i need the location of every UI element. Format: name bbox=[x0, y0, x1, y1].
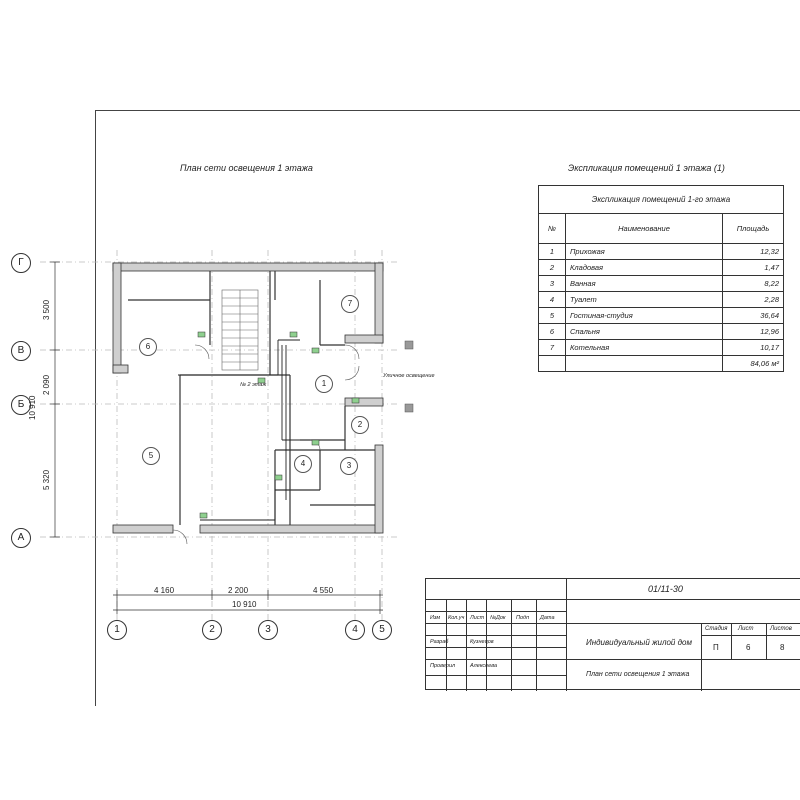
dim-h-2: 2 200 bbox=[228, 586, 249, 595]
explication-title: Экспликация помещений 1 этажа (1) bbox=[568, 163, 725, 173]
col-data: Дата bbox=[540, 615, 555, 621]
sheet-title: План сети освещения 1 этажа bbox=[586, 671, 690, 678]
table-row: 4 Туалет 2,28 bbox=[539, 292, 784, 308]
room-number-3: 3 bbox=[340, 457, 358, 475]
dim-h-1: 4 160 bbox=[154, 586, 175, 595]
room-number-2: 2 bbox=[351, 416, 369, 434]
table-row: 5 Гостиная-студия 36,64 bbox=[539, 308, 784, 324]
name-developer: Кузнецов bbox=[470, 639, 494, 645]
role-checker: Проверил bbox=[430, 663, 456, 669]
axis-1: 1 bbox=[107, 620, 127, 640]
dim-v-total: 10 910 bbox=[28, 395, 37, 420]
room-number-1: 1 bbox=[315, 375, 333, 393]
stage-value: П bbox=[713, 643, 719, 652]
project-name: Индивидуальный жилой дом bbox=[586, 638, 692, 647]
axis-2: 2 bbox=[202, 620, 222, 640]
table-row: 3 Ванная 8,22 bbox=[539, 276, 784, 292]
table-row: 6 Спальня 12,96 bbox=[539, 324, 784, 340]
table-row: 7 Котельная 10,17 bbox=[539, 340, 784, 356]
col-name: Наименование bbox=[566, 214, 723, 244]
dim-v-3: 5 320 bbox=[42, 469, 51, 490]
plan-title: План сети освещения 1 этажа bbox=[180, 163, 313, 173]
name-checker: Алексеева bbox=[470, 663, 498, 669]
room-number-6: 6 bbox=[139, 338, 157, 356]
axis-g: Г bbox=[11, 253, 31, 273]
doc-code: 01/11-30 bbox=[648, 584, 683, 594]
panel-note: № 2 этаж bbox=[240, 382, 267, 388]
role-developer: Разраб bbox=[430, 639, 449, 645]
axis-4: 4 bbox=[345, 620, 365, 640]
header-sheets: Листов bbox=[770, 626, 792, 632]
col-ndok: №Док bbox=[490, 615, 506, 621]
street-light-note: Уличное освещение bbox=[383, 373, 435, 379]
table-row: 2 Кладовая 1,47 bbox=[539, 260, 784, 276]
col-list: Лист bbox=[470, 615, 485, 621]
header-stage: Стадия bbox=[705, 626, 728, 632]
col-podp: Подп bbox=[516, 615, 530, 621]
sheet-value: 6 bbox=[746, 643, 751, 652]
room-number-4: 4 bbox=[294, 455, 312, 473]
dim-v-2: 2 090 bbox=[42, 374, 51, 395]
col-area: Площадь bbox=[723, 214, 784, 244]
sheets-value: 8 bbox=[780, 643, 785, 652]
dim-h-3: 4 550 bbox=[313, 586, 334, 595]
dim-h-total: 10 910 bbox=[232, 600, 257, 609]
axis-a: А bbox=[11, 528, 31, 548]
col-num: № bbox=[539, 214, 566, 244]
dim-v-1: 3 500 bbox=[42, 299, 51, 320]
axis-3: 3 bbox=[258, 620, 278, 640]
col-kol: Кол.уч bbox=[448, 615, 465, 621]
axis-v: В bbox=[11, 341, 31, 361]
total-area: 84,06 м² bbox=[723, 356, 784, 372]
table-total-row bbox=[539, 356, 784, 372]
room-number-5: 5 bbox=[142, 447, 160, 465]
explication-caption: Экспликация помещений 1-го этажа bbox=[539, 186, 784, 214]
table-row: 1 Прихожая 12,32 bbox=[539, 244, 784, 260]
room-number-7: 7 bbox=[341, 295, 359, 313]
header-sheet: Лист bbox=[738, 626, 754, 632]
title-block bbox=[425, 578, 800, 690]
axis-b: Б bbox=[11, 395, 31, 415]
explication-table bbox=[538, 185, 784, 372]
col-izm: Изм bbox=[430, 615, 441, 621]
axis-5: 5 bbox=[372, 620, 392, 640]
